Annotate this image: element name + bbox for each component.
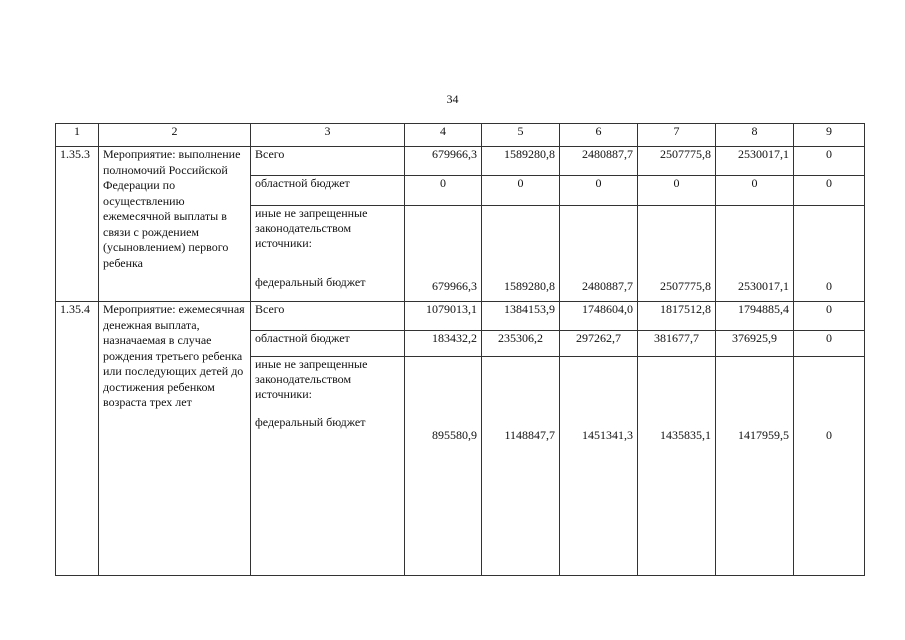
- value-cell: 1451341,3: [560, 357, 638, 576]
- value-cell: 0: [794, 357, 865, 576]
- value-cell: 1589280,8: [482, 147, 560, 176]
- value-cell: 0: [794, 176, 865, 206]
- header-cell: 2: [99, 124, 251, 147]
- value-cell: 0: [794, 302, 865, 331]
- source-label-regional: областной бюджет: [251, 331, 405, 357]
- budget-table: [55, 123, 865, 576]
- measure-code: 1.35.3: [56, 147, 99, 302]
- value-cell: 381677,7: [638, 331, 716, 357]
- source-label-other: иные не запрещенные законодательством источники:: [255, 206, 368, 250]
- value-cell: 183432,2: [405, 331, 482, 357]
- value-cell: 1148847,7: [482, 357, 560, 576]
- source-label-total: Всего: [251, 302, 405, 331]
- measure-description: Мероприятие: ежемесячная денежная выплата, назначаемая в случае рождения третьего ребенка или последующих детей до достижения ребенком возраста трех лет: [99, 302, 251, 576]
- value-cell: 1817512,8: [638, 302, 716, 331]
- value-cell: 1748604,0: [560, 302, 638, 331]
- value-cell: 0: [716, 176, 794, 206]
- value-cell: 1435835,1: [638, 357, 716, 576]
- source-label-total: Всего: [251, 147, 405, 176]
- header-cell: 7: [638, 124, 716, 147]
- source-label-federal: федеральный бюджет: [255, 275, 366, 289]
- header-cell: 5: [482, 124, 560, 147]
- row-1353-total: [56, 147, 865, 176]
- value-cell: 0: [560, 176, 638, 206]
- source-cell-other: [251, 206, 405, 302]
- value-cell: 376925,9: [716, 331, 794, 357]
- value-cell: 2480887,7: [560, 206, 638, 302]
- header-cell: 4: [405, 124, 482, 147]
- value-cell: 2530017,1: [716, 147, 794, 176]
- source-label-regional: областной бюджет: [251, 176, 405, 206]
- header-row: [56, 124, 865, 147]
- measure-code: 1.35.4: [56, 302, 99, 576]
- value-cell: 0: [482, 176, 560, 206]
- value-cell: 0: [405, 176, 482, 206]
- row-1354-total: [56, 302, 865, 331]
- page-number: 34: [446, 92, 459, 106]
- value-cell: 2507775,8: [638, 147, 716, 176]
- value-cell: 895580,9: [405, 357, 482, 576]
- header-cell: 3: [251, 124, 405, 147]
- value-cell: 2530017,1: [716, 206, 794, 302]
- value-cell: 2480887,7: [560, 147, 638, 176]
- header-cell: 8: [716, 124, 794, 147]
- value-cell: 1794885,4: [716, 302, 794, 331]
- value-cell: 0: [638, 176, 716, 206]
- value-cell: 1384153,9: [482, 302, 560, 331]
- source-cell-other: [251, 357, 405, 576]
- measure-description: Мероприятие: выполнение полномочий Российской Федерации по осуществлению ежемесячной выплаты в связи с рождением (усыновлением) первого ребенка: [99, 147, 251, 302]
- value-cell: 0: [794, 331, 865, 357]
- value-cell: 679966,3: [405, 206, 482, 302]
- value-cell: 1417959,5: [716, 357, 794, 576]
- header-cell: 9: [794, 124, 865, 147]
- header-cell: 6: [560, 124, 638, 147]
- value-cell: 1079013,1: [405, 302, 482, 331]
- value-cell: 2507775,8: [638, 206, 716, 302]
- source-label-other: иные не запрещенные законодательством источники:: [255, 357, 368, 401]
- source-label-federal: федеральный бюджет: [255, 415, 366, 429]
- value-cell: 235306,2: [482, 331, 560, 357]
- value-cell: 0: [794, 147, 865, 176]
- value-cell: 0: [794, 206, 865, 302]
- header-cell: 1: [56, 124, 99, 147]
- value-cell: 1589280,8: [482, 206, 560, 302]
- value-cell: 679966,3: [405, 147, 482, 176]
- value-cell: 297262,7: [560, 331, 638, 357]
